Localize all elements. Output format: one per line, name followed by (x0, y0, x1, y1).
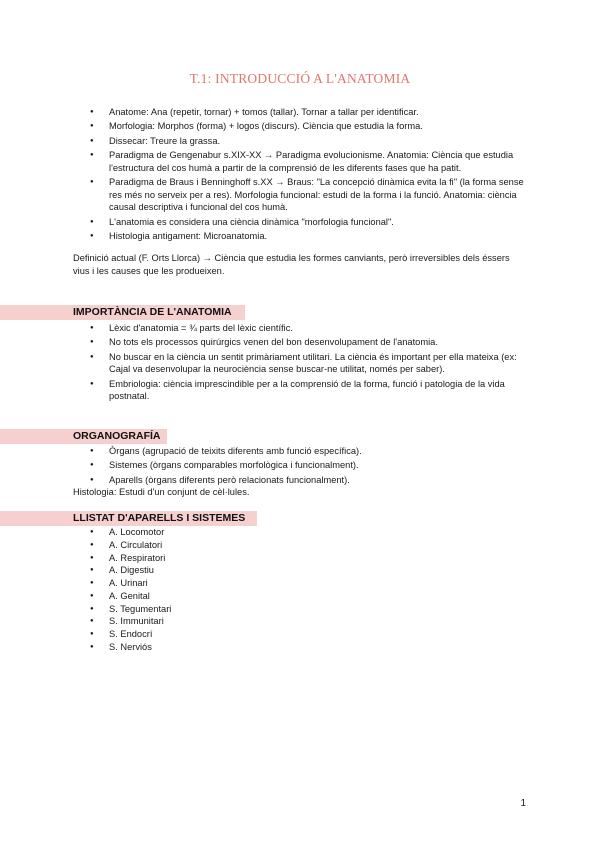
list-item: ● S. Tegumentari (90, 603, 390, 616)
list-item: ● Lèxic d'anatomia = ¾ parts del lèxic científic. (90, 322, 530, 335)
list-item: ● Paradigma de Braus i Benninghoff s.XX → Braus: "La concepció dinàmica evita la fi" (la forma sense res més no serveix per a res). Morfologia funcional: estudi de la forma i la funció. Anatomia: ciència causal descriptiva i funcional del cos humà. (90, 176, 530, 214)
page-title: T.1: INTRODUCCIÓ A L'ANATOMIA (189, 71, 411, 86)
section-heading-llistat: LLISTAT D'APARELLS I SISTEMES (73, 512, 246, 524)
list-item: ● No tots els processos quirúrgics venen del bon desenvolupament de l'anatomia. (90, 336, 530, 349)
histologia-line: Histologia: Estudi d'un conjunt de cèl·lules. (73, 487, 250, 497)
list-item: ● Morfologia: Morphos (forma) + logos (discurs). Ciència que estudia la forma. (90, 120, 530, 133)
list-item: ● L'anatomia es considera una ciència dinàmica "morfologia funcional". (90, 216, 530, 229)
list-item: ● Dissecar: Treure la grassa. (90, 135, 530, 148)
list-item: ● A. Digestiu (90, 564, 390, 577)
list-item: ● A. Respiratori (90, 552, 390, 565)
list-item: ● A. Locomotor (90, 526, 390, 539)
list-item: ● Òrgans (agrupació de teixits diferents amb funció específica). (90, 445, 530, 458)
importancia-list (90, 322, 530, 405)
definition-paragraph: Definició actual (F. Orts Llorca) → Ciència que estudia les formes canviants, però irreversibles dels éssers vius i les causes que les produeixen. (73, 253, 510, 276)
section-heading-importancia: IMPORTÀNCIA DE L'ANATOMIA (73, 306, 232, 318)
list-item: ● S. Nerviós (90, 641, 390, 654)
list-item: ● Paradigma de Gengenabur s.XIX-XX → Paradigma evolucionisme. Anatomia: Ciència que estudia l'estructura del cos humà a partir de la comprensió de les diferents fases que ha patit. (90, 149, 530, 174)
organografia-list (90, 445, 530, 488)
list-item: ● No buscar en la ciència un sentit primàriament utilitari. La ciència és important per ella mateixa (ex: Cajal va desenvolupar la neurociència sense buscar-ne utilitat, només per saber). (90, 351, 530, 376)
list-item: ● A. Circulatori (90, 539, 390, 552)
list-item: ● Aparells (òrgans diferents però relacionats funcionalment). (90, 474, 530, 487)
list-item: ● A. Urinari (90, 577, 390, 590)
list-item: ● S. Endocrí (90, 628, 390, 641)
list-item: ● Histologia antigament: Microanatomia. (90, 230, 530, 243)
list-item: ● Anatome: Ana (repetir, tornar) + tomos (tallar). Tornar a tallar per identificar. (90, 106, 530, 119)
list-item: ● Sistemes (òrgans comparables morfològica i funcionalment). (90, 459, 530, 472)
section-heading-organografia: ORGANOGRAFÍA (73, 430, 161, 442)
intro-list (90, 106, 530, 245)
list-item: ● S. Immunitari (90, 615, 390, 628)
page-number: 1 (520, 798, 526, 809)
list-item: ● A. Genital (90, 590, 390, 603)
list-item: ● Embriologia: ciència imprescindible per a la comprensió de la forma, funció i patologia de la vida postnatal. (90, 378, 530, 403)
sistemes-list (90, 526, 390, 654)
